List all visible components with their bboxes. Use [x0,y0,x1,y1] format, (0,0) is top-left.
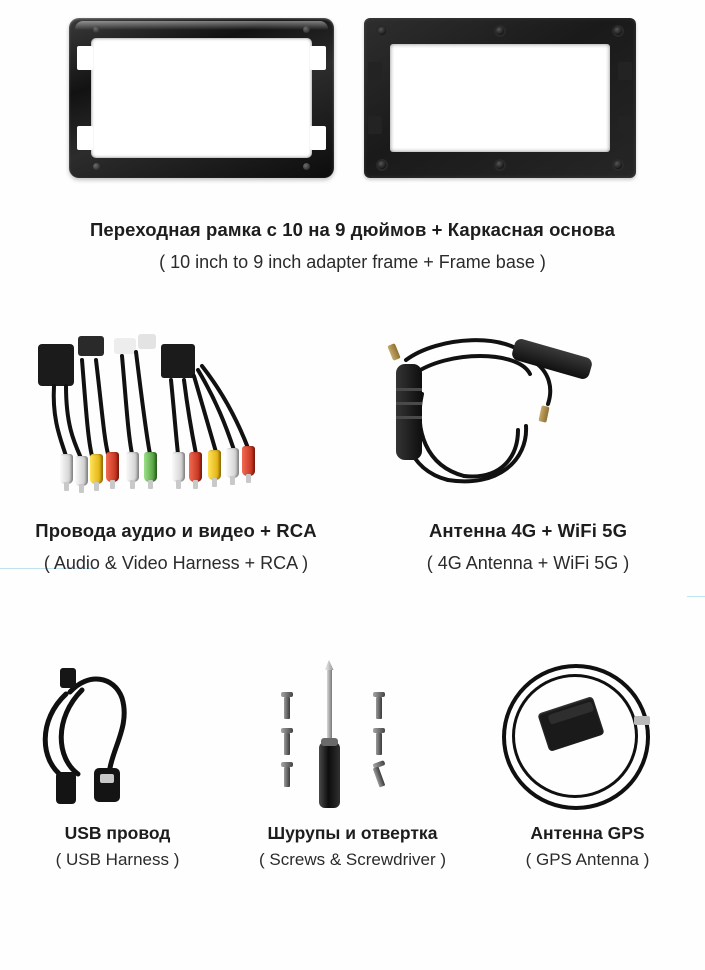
frame-base-window [390,44,610,152]
frames-caption [0,218,705,275]
antenna-band [396,388,422,391]
screws-screwdriver-item [235,650,470,870]
frame-base-mount-hole [614,161,622,169]
gps-antenna-image [488,650,688,815]
frame-base-tab [618,116,632,134]
frame-base-mount-hole [378,27,386,35]
rca-connector-red [189,452,202,482]
usb-harness-image [18,650,218,815]
antenna-caption-ru: Антенна 4G + WiFi 5G [428,520,628,541]
usb-port-opening [100,774,114,783]
adapter-frame-notch-bottom-left [77,126,93,150]
rca-connector-white [172,452,185,482]
audio-video-harness-image [26,330,326,505]
frame-base-image [364,18,636,178]
screw-shaft [376,697,382,719]
audio-video-harness-item [0,330,352,576]
rca-connector-red [242,446,255,476]
screws-caption [235,823,470,870]
frames-image-row [0,18,705,178]
antenna-caption [352,519,704,576]
usb-harness-item [0,650,235,870]
section-frames [0,18,705,298]
rca-connector-red [106,452,119,482]
screw-shaft [376,733,382,755]
adapter-frame-image [69,18,334,178]
rca-connector-green [144,452,157,482]
rca-connector-white [60,454,73,484]
frame-base-tab [368,62,382,80]
gps-connector [634,716,650,725]
section-harness-antenna [0,330,705,605]
adapter-frame-notch-bottom-right [310,126,326,150]
rca-connector-yellow [90,454,103,484]
rca-connector-yellow [208,450,221,480]
frames-caption-ru: Переходная рамка с 10 на 9 дюймов + Каркасная основа [90,219,615,240]
rca-connector-white [226,448,239,478]
adapter-frame-screw [303,26,310,33]
screw-shaft [284,697,290,719]
frames-caption-en: ( 10 inch to 9 inch adapter frame + Frame base ) [159,252,546,273]
gps-caption-ru: Антенна GPS [530,823,645,843]
screw-shaft [372,767,384,788]
frame-base-mount-hole [496,27,504,35]
gps-caption [470,823,705,870]
accessories-row [0,650,705,870]
adapter-frame-screw [93,163,100,170]
frame-base-tab [618,62,632,80]
harness-caption [0,519,352,576]
screwdriver-tip [325,660,334,670]
screws-caption-ru: Шурупы и отвертка [267,823,438,843]
harness-caption-ru: Провода аудио и видео + RCA [35,520,317,541]
antenna-band [396,402,422,405]
antenna-band [396,416,422,419]
rca-connector-white [126,452,139,482]
usb-caption-en: ( USB Harness ) [55,850,180,869]
harness-antenna-row [0,330,705,576]
rca-connector-white [75,456,88,486]
frame-base-mount-hole [378,161,386,169]
usb-caption [0,823,235,870]
gps-antenna-item [470,650,705,870]
harness-caption-en: ( Audio & Video Harness + RCA ) [43,553,309,574]
screws-caption-en: ( Screws & Screwdriver ) [258,850,447,869]
adapter-frame-screw [303,163,310,170]
section-accessories [0,650,705,940]
antenna-body-left [396,364,422,460]
screws-screwdriver-image [253,650,453,815]
screw-shaft [284,733,290,755]
frame-base-mount-hole [614,27,622,35]
usb-plug-top [60,668,76,688]
frame-base-mount-hole [496,161,504,169]
adapter-frame-gloss [75,21,328,30]
adapter-frame-notch-top-right [310,46,326,70]
gps-caption-en: ( GPS Antenna ) [525,850,650,869]
adapter-frame-window [91,38,312,158]
screw-shaft [284,767,290,787]
screwdriver-shaft [327,666,332,744]
adapter-frame-screw [93,26,100,33]
frame-base-tab [368,116,382,134]
usb-caption-ru: USB провод [64,823,171,843]
usb-connector-a [56,772,76,804]
screwdriver-ferrule [321,738,338,746]
antenna-4g-wifi-item [352,330,704,576]
antenna-caption-en: ( 4G Antenna + WiFi 5G ) [426,553,630,574]
adapter-frame-notch-top-left [77,46,93,70]
antenna-4g-wifi-image [378,330,678,505]
screwdriver-handle [319,742,340,808]
